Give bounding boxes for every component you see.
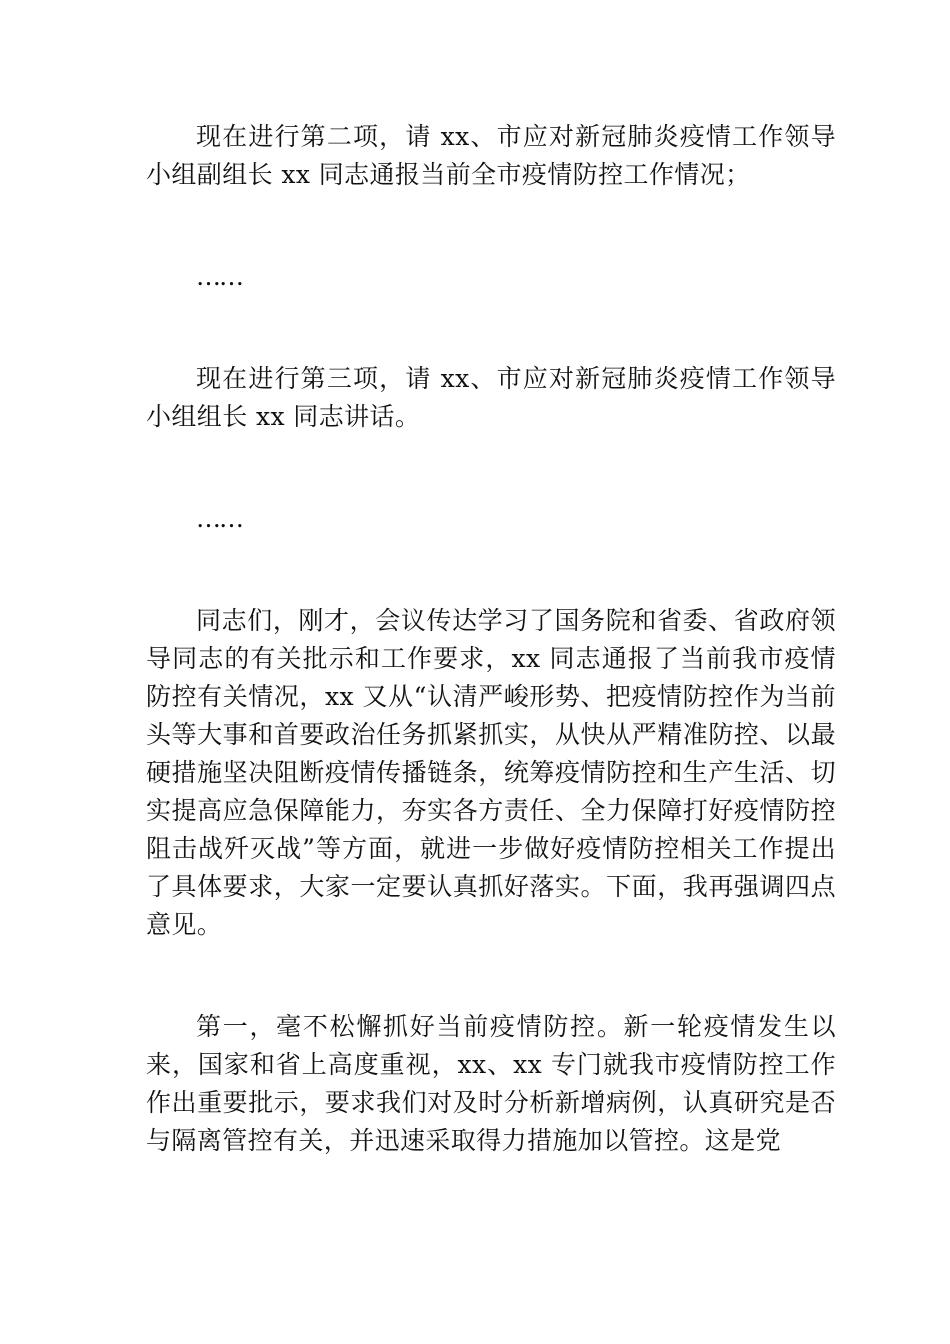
paragraph-point-one: 第一，毫不松懈抓好当前疫情防控。新一轮疫情发生以来，国家和省上高度重视，xx、xx 专门就我市疫情防控工作作出重要批示，要求我们对及时分析新增病例，认真研究是否与隔离管控有关，并迅速采取得力措施加以管控。这是党	[146, 1012, 836, 1155]
document-body	[146, 118, 836, 1224]
ellipsis-1: ……	[196, 262, 242, 291]
paragraph-agenda-item-2: 现在进行第二项，请 xx、市应对新冠肺炎疫情工作领导小组副组长 xx 同志通报当前全市疫情防控工作情况；	[146, 122, 836, 189]
paragraph-agenda-item-3: 现在进行第三项，请 xx、市应对新冠肺炎疫情工作领导小组组长 xx 同志讲话。	[146, 364, 836, 431]
paragraph-summary: 同志们，刚才，会议传达学习了国务院和省委、省政府领导同志的有关批示和工作要求，xx 同志通报了当前我市疫情防控有关情况，xx 又从“认清严峻形势、把疫情防控作为当前头等大事和首要政治任务抓紧抓实，从快从严精准防控、以最硬措施坚决阻断疫情传播链条，统筹疫情防控和生产生活、切实提高应急保障能力，夯实各方责任、全力保障打好疫情防控阻击战歼灭战”等方面，就进一步做好疫情防控相关工作提出了具体要求，大家一定要认真抓好落实。下面，我再强调四点意见。	[146, 606, 836, 939]
ellipsis-2: ……	[196, 504, 242, 533]
